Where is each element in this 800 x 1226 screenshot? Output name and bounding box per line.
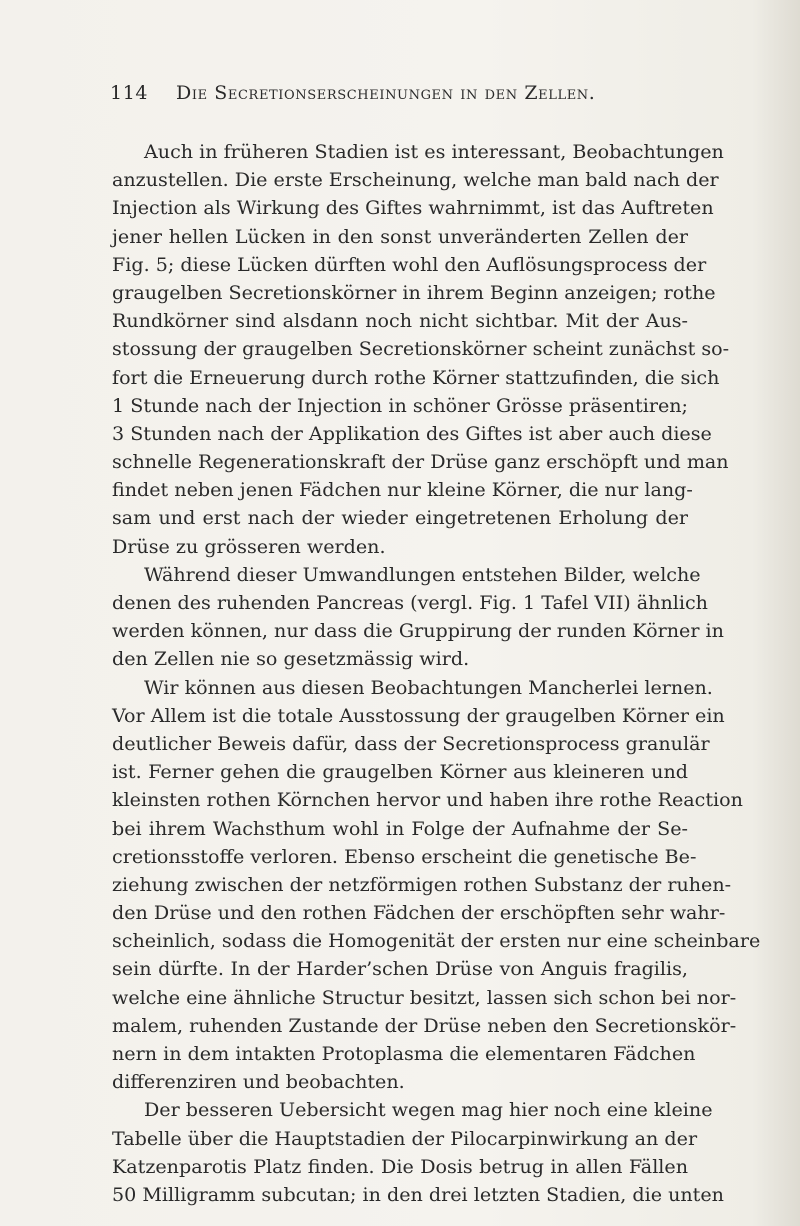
text-line: scheinlich, sodass die Homogenität der ersten nur eine scheinbare <box>112 929 761 953</box>
text-line: kleinsten rothen Körnchen hervor und haben ihre rothe Reaction <box>112 788 743 812</box>
text-line: sam und erst nach der wieder eingetretenen Erholung der <box>112 506 688 530</box>
text-line: Während dieser Umwandlungen entstehen Bilder, welche <box>144 562 701 586</box>
text-line: 3 Stunden nach der Applikation des Giftes ist aber auch diese <box>112 421 712 445</box>
text-line: ist. Ferner gehen die graugelben Körner aus kleineren und <box>112 760 688 784</box>
text-line: den Drüse und den rothen Fädchen der erschöpften sehr wahr- <box>112 901 726 925</box>
text-line: Fig. 5; diese Lücken dürften wohl den Auflösungsprocess der <box>112 252 707 276</box>
text-line: Drüse zu grösseren werden. <box>112 534 386 558</box>
text-line: findet neben jenen Fädchen nur kleine Körner, die nur lang- <box>112 478 693 502</box>
text-line: 1 Stunde nach der Injection in schöner Grösse präsentiren; <box>112 393 688 417</box>
text-line: cretionsstoffe verloren. Ebenso erscheint die genetische Be- <box>112 844 697 868</box>
text-line: nern in dem intakten Protoplasma die elementaren Fädchen <box>112 1042 696 1065</box>
text-line: anzustellen. Die erste Erscheinung, welche man bald nach der <box>112 168 719 192</box>
text-line: bei ihrem Wachsthum wohl in Folge der Aufnahme der Se- <box>112 816 688 840</box>
text-line: Der besseren Uebersicht wegen mag hier noch eine kleine <box>144 1098 713 1122</box>
text-line: Tabelle über die Hauptstadien der Pilocarpinwirkung an der <box>112 1126 698 1150</box>
text-line: malem, ruhenden Zustande der Drüse neben den Secretionskör- <box>112 1013 737 1037</box>
text-line: schnelle Regenerationskraft der Drüse ganz erschöpft und man <box>112 450 729 474</box>
text-line: den Zellen nie so gesetzmässig wird. <box>112 647 470 671</box>
running-title: Die Secretionserscheinungen in den Zellen. <box>176 82 596 104</box>
body-text <box>112 138 761 1209</box>
text-line: Vor Allem ist die totale Ausstossung der graugelben Körner ein <box>112 703 725 727</box>
text-line: fort die Erneuerung durch rothe Körner stattzufinden, die sich <box>112 365 720 389</box>
text-line: Rundkörner sind alsdann noch nicht sichtbar. Mit der Aus- <box>112 309 688 333</box>
text-line: ziehung zwischen der netzförmigen rothen Substanz der ruhen- <box>112 872 732 896</box>
text-line: denen des ruhenden Pancreas (vergl. Fig. 1 Tafel VII) ähnlich <box>112 591 708 614</box>
page-number: 114 <box>110 82 149 104</box>
text-line: stossung der graugelben Secretionskörner scheint zunächst so- <box>112 337 730 361</box>
text-line: Injection als Wirkung des Giftes wahrnimmt, ist das Auftreten <box>112 196 714 220</box>
text-line: deutlicher Beweis dafür, dass der Secretionsprocess granulär <box>112 731 710 755</box>
text-line: welche eine ähnliche Structur besitzt, lassen sich schon bei nor- <box>112 985 737 1009</box>
text-line: differenziren und beobachten. <box>112 1070 405 1094</box>
text-line: 50 Milligramm subcutan; in den drei letzten Stadien, die unten <box>112 1182 724 1206</box>
text-line: Katzenparotis Platz finden. Die Dosis betrug in allen Fällen <box>112 1154 688 1178</box>
text-line: Auch in früheren Stadien ist es interessant, Beobachtungen <box>144 140 724 163</box>
text-line: graugelben Secretionskörner in ihrem Beginn anzeigen; rothe <box>112 280 716 304</box>
text-line: werden können, nur dass die Gruppirung der runden Körner in <box>112 619 724 643</box>
text-line: sein dürfte. In der Harder’schen Drüse von Anguis fragilis, <box>112 957 688 981</box>
running-header <box>110 82 630 112</box>
text-line: jener hellen Lücken in den sonst unveränderten Zellen der <box>112 224 688 248</box>
text-line: Wir können aus diesen Beobachtungen Mancherlei lernen. <box>144 675 713 699</box>
